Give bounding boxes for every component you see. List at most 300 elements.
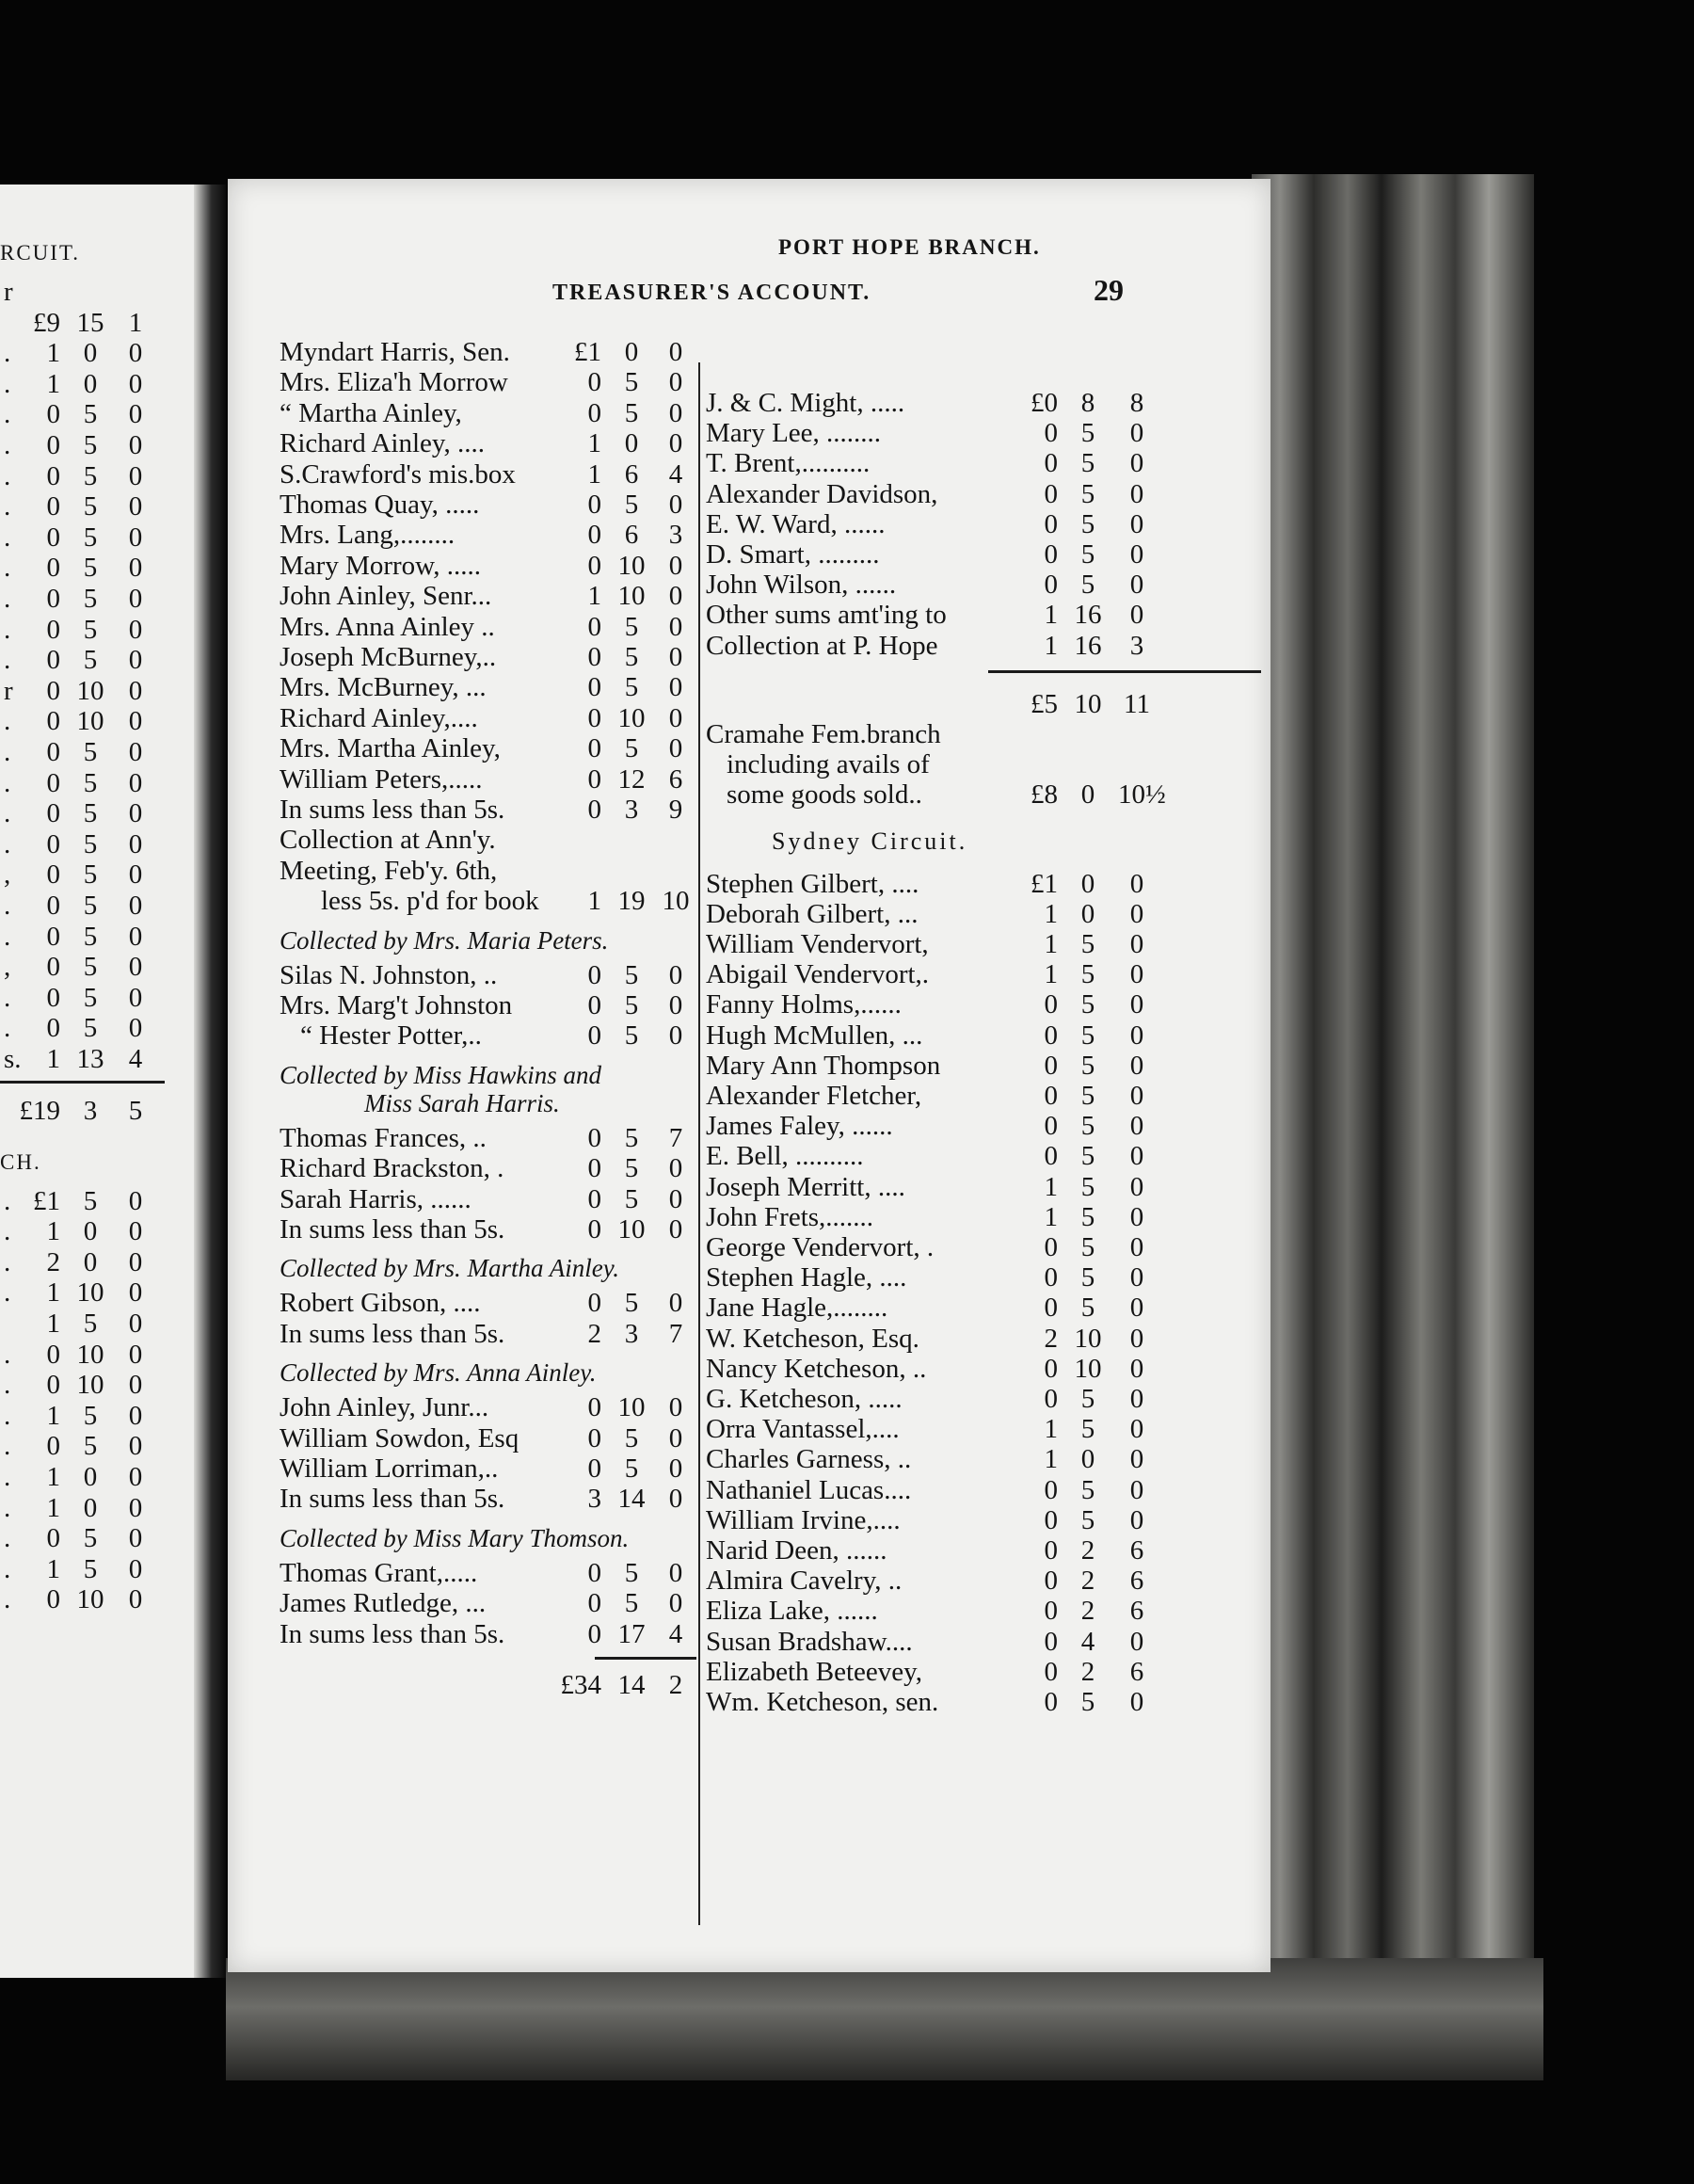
- amount-pounds: 0: [587, 490, 601, 520]
- entry-name: Sarah Harris, ......: [280, 1183, 471, 1214]
- entry-name: Deborah Gilbert, ...: [706, 898, 919, 929]
- collector-heading: Collected by Mrs. Martha Ainley.: [280, 1254, 619, 1283]
- amount-shillings: 5: [1080, 1141, 1095, 1172]
- ledger-row: [280, 1123, 694, 1154]
- entry-name: Joseph Merritt, ....: [706, 1171, 905, 1202]
- ledger-row: [280, 1020, 694, 1052]
- amount-pounds: 0: [587, 642, 601, 672]
- ledger-row: [706, 989, 1263, 1020]
- amount-pounds: 0: [587, 1618, 601, 1649]
- amount-shillings: 0: [1080, 779, 1095, 811]
- amount-pounds: 0: [46, 1339, 60, 1370]
- amount-shillings: 14: [617, 1670, 646, 1700]
- amount-pence: 0: [128, 1462, 143, 1492]
- ledger-row: [706, 1081, 1263, 1112]
- fragment-leader: ,: [4, 952, 11, 983]
- amount-shillings: 5: [83, 982, 98, 1013]
- amount-shillings: 5: [1080, 508, 1095, 539]
- ledger-row: [280, 1558, 694, 1589]
- amount-shillings: 5: [1080, 1414, 1095, 1445]
- entry-name: Elizabeth Beteevey,: [706, 1656, 923, 1687]
- ledger-row: [280, 398, 694, 429]
- amount-pence: 0: [128, 522, 143, 553]
- amount-shillings: 5: [83, 1400, 98, 1431]
- entry-name: Mary Morrow, .....: [280, 550, 481, 581]
- entry-name: Stephen Gilbert, ....: [706, 868, 919, 899]
- amount-pence: 0: [1129, 1293, 1144, 1324]
- amount-shillings: 5: [624, 1122, 639, 1153]
- ledger-row: [280, 703, 694, 734]
- ledger-row: [706, 509, 1263, 540]
- amount-pounds: £1: [1031, 868, 1058, 899]
- amount-pence: 0: [1129, 1626, 1144, 1657]
- amount-pounds: 0: [1044, 1535, 1058, 1566]
- ledger-row: [706, 1596, 1263, 1627]
- amount-pounds: 1: [46, 338, 60, 369]
- amount-pence: 6: [668, 763, 683, 795]
- amount-pence: 0: [128, 399, 143, 430]
- fragment-leader: .: [4, 1400, 11, 1431]
- amount-pounds: 0: [1044, 539, 1058, 570]
- amount-shillings: 5: [624, 1453, 639, 1484]
- amount-pounds: £34: [560, 1670, 601, 1700]
- amount-shillings: 4: [1080, 1626, 1095, 1657]
- amount-pounds: 1: [587, 886, 601, 917]
- amount-pence: 0: [1129, 959, 1144, 990]
- book-gutter: [194, 185, 226, 1978]
- ledger-row: [280, 1392, 694, 1423]
- amount-pounds: 0: [46, 460, 60, 491]
- ledger-row: [706, 1687, 1263, 1718]
- ledger-row: [706, 869, 1263, 900]
- ledger-row: [280, 1319, 694, 1350]
- amount-pounds: £19: [19, 1095, 60, 1126]
- fragment-row: [0, 983, 200, 1013]
- fragment-leader: .: [4, 891, 11, 921]
- collector-heading: Collected by Miss Hawkins and: [280, 1060, 601, 1089]
- entry-name: Mrs. Eliza'h Morrow: [280, 367, 508, 398]
- amount-shillings: 5: [1080, 959, 1095, 990]
- fragment-leader: .: [4, 491, 11, 522]
- amount-shillings: 19: [617, 886, 646, 917]
- amount-pounds: 0: [1044, 1262, 1058, 1293]
- amount-pounds: 1: [1044, 929, 1058, 959]
- entry-name: Nancy Ketcheson, ..: [706, 1353, 927, 1384]
- amount-pounds: 0: [1044, 989, 1058, 1020]
- amount-shillings: 3: [624, 1318, 639, 1349]
- ledger-row: [280, 672, 694, 703]
- amount-pence: 0: [1129, 1081, 1144, 1111]
- amount-shillings: 5: [1080, 539, 1095, 570]
- amount-pounds: 0: [587, 1020, 601, 1052]
- entry-name: Other sums amt'ing to: [706, 600, 947, 631]
- amount-shillings: 0: [1080, 1444, 1095, 1475]
- ledger-row: [280, 551, 694, 582]
- amount-pounds: 1: [46, 1044, 60, 1074]
- fragment-leader: .: [4, 982, 11, 1013]
- amount-pounds: 1: [1044, 1444, 1058, 1475]
- amount-pounds: 0: [46, 430, 60, 460]
- amount-shillings: 5: [83, 399, 98, 430]
- amount-shillings: 5: [1080, 1171, 1095, 1202]
- amount-pence: 2: [668, 1670, 683, 1700]
- amount-pence: 0: [1129, 600, 1144, 631]
- entry-name: Collection at P. Hope: [706, 630, 938, 661]
- amount-shillings: 0: [83, 368, 98, 399]
- amount-pounds: 0: [46, 891, 60, 921]
- amount-pence: 0: [128, 1185, 143, 1216]
- amount-pounds: 0: [1044, 1504, 1058, 1535]
- fragment-leader: .: [4, 338, 11, 369]
- fragment-leader: .: [4, 1492, 11, 1523]
- amount-pounds: 0: [587, 1557, 601, 1588]
- amount-pounds: 0: [587, 520, 601, 551]
- amount-shillings: 5: [624, 1422, 639, 1453]
- amount-pence: 0: [128, 1339, 143, 1370]
- ledger-row: [280, 1423, 694, 1454]
- ledger-row: [706, 1202, 1263, 1233]
- amount-pence: 0: [1129, 539, 1144, 570]
- amount-pounds: 0: [1044, 478, 1058, 509]
- amount-pounds: 1: [1044, 1171, 1058, 1202]
- amount-pounds: 1: [1044, 959, 1058, 990]
- amount-shillings: 5: [1080, 1474, 1095, 1505]
- amount-pounds: 0: [587, 1122, 601, 1153]
- amount-shillings: 5: [1080, 1201, 1095, 1232]
- ledger-row: [706, 1232, 1263, 1263]
- amount-pence: 6: [1129, 1566, 1144, 1597]
- amount-shillings: 10: [617, 581, 646, 612]
- amount-pounds: 0: [587, 611, 601, 642]
- amount-shillings: 3: [83, 1095, 98, 1126]
- amount-shillings: 5: [624, 990, 639, 1020]
- entry-name: In sums less than 5s.: [280, 795, 505, 825]
- book-lower-edge: [226, 1958, 1543, 2080]
- collection-row: [280, 886, 694, 917]
- amount-shillings: 10: [76, 1339, 104, 1370]
- entry-name: In sums less than 5s.: [280, 1318, 505, 1349]
- amount-shillings: 0: [83, 1462, 98, 1492]
- amount-pounds: 0: [587, 550, 601, 581]
- amount-pounds: 0: [587, 733, 601, 764]
- fragment-leader: .: [4, 1013, 11, 1044]
- fragment-leader: .: [4, 767, 11, 798]
- amount-shillings: 5: [83, 460, 98, 491]
- amount-pounds: 0: [1044, 1687, 1058, 1717]
- amount-shillings: 8: [1080, 388, 1095, 418]
- fragment-row: [0, 1401, 200, 1431]
- entry-name: William Sowdon, Esq: [280, 1422, 519, 1453]
- amount-pounds: 0: [1044, 1141, 1058, 1172]
- amount-pence: 0: [1129, 1050, 1144, 1081]
- fragment-leader: .: [4, 368, 11, 399]
- amount-shillings: 5: [83, 1013, 98, 1044]
- amount-shillings: 10: [1074, 1323, 1102, 1354]
- entry-name: Almira Cavelry, ..: [706, 1566, 903, 1597]
- amount-pounds: 1: [46, 1400, 60, 1431]
- fragment-leader: .: [4, 399, 11, 430]
- cramahe-line: including avails of: [727, 749, 930, 780]
- fragment-row: [0, 1523, 200, 1553]
- entry-name: Mary Lee, ........: [706, 418, 882, 449]
- amount-pounds: 1: [1044, 1201, 1058, 1232]
- entry-name: Alexander Fletcher,: [706, 1081, 922, 1111]
- amount-pounds: £8: [1031, 779, 1058, 811]
- entry-name: In sums less than 5s.: [280, 1214, 505, 1245]
- amount-pence: 0: [128, 1277, 143, 1309]
- fragment-leader: .: [4, 614, 11, 645]
- fragment-leader: .: [4, 1523, 11, 1554]
- amount-pounds: 1: [46, 1277, 60, 1309]
- amount-pence: 0: [128, 952, 143, 983]
- amount-pence: 0: [1129, 1262, 1144, 1293]
- fragment-row: [0, 1309, 200, 1339]
- fragment-row: [0, 277, 200, 307]
- entry-name: Alexander Davidson,: [706, 478, 938, 509]
- amount-pence: 11: [1124, 688, 1150, 719]
- ledger-row: [280, 1214, 694, 1245]
- entry-name: William Vendervort,: [706, 929, 929, 959]
- ledger-row: [706, 600, 1263, 631]
- amount-pence: 0: [668, 428, 683, 459]
- amount-shillings: 0: [83, 1492, 98, 1523]
- amount-shillings: 5: [624, 1183, 639, 1214]
- fragment-row: [0, 768, 200, 798]
- amount-pounds: 1: [1044, 1414, 1058, 1445]
- amount-pounds: 0: [1044, 1626, 1058, 1657]
- ledger-row: [706, 1566, 1263, 1597]
- amount-shillings: 5: [83, 430, 98, 460]
- amount-pence: 0: [128, 368, 143, 399]
- ledger-row: [280, 612, 694, 643]
- amount-pence: 0: [1129, 1171, 1144, 1202]
- ledger-row: [280, 764, 694, 795]
- entry-name: Richard Ainley,....: [280, 702, 478, 733]
- amount-pounds: 0: [587, 1153, 601, 1184]
- amount-pounds: 0: [46, 553, 60, 584]
- amount-pounds: 0: [587, 397, 601, 428]
- fragment-row: [0, 1462, 200, 1492]
- amount-pounds: 0: [1044, 1050, 1058, 1081]
- amount-shillings: 5: [624, 959, 639, 990]
- amount-pounds: 0: [46, 952, 60, 983]
- amount-shillings: 0: [624, 337, 639, 367]
- amount-shillings: 5: [624, 1588, 639, 1619]
- amount-shillings: 5: [83, 828, 98, 859]
- amount-pence: 3: [668, 520, 683, 551]
- amount-pounds: 1: [1044, 600, 1058, 631]
- amount-pence: 0: [1129, 868, 1144, 899]
- amount-pence: 0: [128, 891, 143, 921]
- fragment-leader: .: [4, 522, 11, 553]
- amount-pence: 0: [128, 1492, 143, 1523]
- amount-shillings: 0: [1080, 868, 1095, 899]
- page-number: 29: [1094, 273, 1124, 307]
- entry-name: W. Ketcheson, Esq.: [706, 1323, 919, 1354]
- amount-pence: 0: [128, 430, 143, 460]
- amount-pence: 0: [668, 1588, 683, 1619]
- amount-pounds: 0: [1044, 1081, 1058, 1111]
- ledger-row: [280, 990, 694, 1021]
- amount-shillings: 5: [83, 952, 98, 983]
- amount-shillings: 5: [83, 859, 98, 891]
- fragment-row: [0, 1247, 200, 1277]
- amount-pence: 0: [668, 611, 683, 642]
- amount-pence: 0: [128, 706, 143, 737]
- amount-shillings: 5: [624, 672, 639, 703]
- amount-shillings: 10: [617, 1214, 646, 1245]
- amount-pence: 0: [128, 982, 143, 1013]
- amount-pence: 0: [1129, 989, 1144, 1020]
- fragment-row: [0, 952, 200, 982]
- amount-shillings: 5: [83, 1553, 98, 1584]
- fragment-row: [0, 829, 200, 859]
- amount-shillings: 5: [1080, 1293, 1095, 1324]
- entry-name: E. W. Ward, ......: [706, 508, 886, 539]
- amount-shillings: 5: [1080, 1262, 1095, 1293]
- amount-shillings: 5: [1080, 570, 1095, 601]
- amount-shillings: 14: [617, 1484, 646, 1515]
- amount-pounds: 0: [1044, 570, 1058, 601]
- amount-pounds: 0: [587, 1214, 601, 1245]
- amount-pence: 0: [1129, 418, 1144, 449]
- ledger-row: [280, 642, 694, 673]
- amount-pence: 0: [668, 959, 683, 990]
- ledger-row: [706, 1414, 1263, 1445]
- entry-name: Mary Ann Thompson: [706, 1050, 941, 1081]
- amount-pounds: 3: [587, 1484, 601, 1515]
- amount-pence: 0: [1129, 448, 1144, 479]
- amount-pence: 4: [668, 458, 683, 490]
- total-rule: [988, 670, 1261, 673]
- fragment-row: [0, 1554, 200, 1584]
- amount-shillings: 0: [624, 428, 639, 459]
- amount-shillings: 5: [83, 614, 98, 645]
- amount-pence: 0: [1129, 1232, 1144, 1262]
- amount-pence: 7: [668, 1318, 683, 1349]
- amount-shillings: 10: [76, 1584, 104, 1615]
- ledger-row: [280, 1184, 694, 1215]
- ledger-row: [706, 1324, 1263, 1355]
- fragment-leader: .: [4, 460, 11, 491]
- column-divider: [698, 362, 700, 1925]
- amount-shillings: 5: [624, 733, 639, 764]
- entry-name: Jane Hagle,........: [706, 1293, 888, 1324]
- amount-pounds: 0: [587, 1392, 601, 1423]
- ledger-row: [706, 448, 1263, 479]
- entry-name: T. Brent,..........: [706, 448, 871, 479]
- amount-pounds: 1: [587, 458, 601, 490]
- amount-pence: 0: [128, 1216, 143, 1247]
- ledger-row: [280, 1453, 694, 1485]
- amount-pence: 0: [668, 642, 683, 672]
- section-heading: PORT HOPE BRANCH.: [778, 235, 1041, 259]
- amount-pounds: 0: [587, 367, 601, 398]
- amount-pounds: 0: [1044, 1353, 1058, 1384]
- amount-shillings: 5: [1080, 418, 1095, 449]
- amount-shillings: 16: [1074, 600, 1102, 631]
- entry-name: J. & C. Might, .....: [706, 388, 905, 418]
- entry-name: James Faley, ......: [706, 1111, 893, 1142]
- amount-pence: 0: [1129, 1141, 1144, 1172]
- entry-name: William Irvine,....: [706, 1504, 901, 1535]
- entry-name: Thomas Frances, ..: [280, 1122, 487, 1153]
- amount-shillings: 6: [624, 458, 639, 490]
- amount-shillings: 5: [83, 737, 98, 767]
- amount-pounds: 0: [587, 959, 601, 990]
- amount-shillings: 5: [83, 522, 98, 553]
- amount-pounds: 0: [46, 614, 60, 645]
- ledger-row: [280, 581, 694, 612]
- amount-shillings: 5: [83, 921, 98, 952]
- amount-pence: 0: [1129, 1111, 1144, 1142]
- ledger-row: [280, 960, 694, 991]
- amount-pence: 0: [668, 337, 683, 367]
- amount-shillings: 5: [1080, 478, 1095, 509]
- ledger-row: [706, 1657, 1263, 1688]
- fragment-leader: .: [4, 798, 11, 829]
- amount-shillings: 5: [83, 1431, 98, 1462]
- fragment-row: [0, 1584, 200, 1614]
- entry-name: William Lorriman,..: [280, 1453, 499, 1484]
- entry-name: “ Martha Ainley,: [280, 397, 462, 428]
- branch-total-row: [706, 689, 1263, 720]
- fragment-leader: .: [4, 1339, 11, 1370]
- amount-pence: 0: [668, 1392, 683, 1423]
- amount-pounds: 0: [46, 982, 60, 1013]
- fragment-row: [0, 645, 200, 675]
- amount-shillings: 0: [83, 1216, 98, 1247]
- amount-shillings: 12: [617, 763, 646, 795]
- amount-pence: 0: [668, 550, 683, 581]
- amount-pence: 0: [128, 798, 143, 829]
- entry-name: Richard Ainley, ....: [280, 428, 485, 459]
- collector-heading: Collected by Miss Mary Thomson.: [280, 1523, 630, 1552]
- fragment-row: [0, 430, 200, 460]
- amount-shillings: 5: [624, 1020, 639, 1052]
- amount-shillings: 3: [624, 795, 639, 825]
- amount-shillings: 5: [1080, 448, 1095, 479]
- amount-pence: 4: [128, 1044, 143, 1074]
- ledger-row: [280, 367, 694, 398]
- fragment-leader: .: [4, 1216, 11, 1247]
- collector-heading: Collected by Mrs. Maria Peters.: [280, 925, 609, 955]
- amount-pence: 9: [668, 795, 683, 825]
- fragment-leader: .: [4, 1370, 11, 1401]
- fragment-leader: .: [4, 584, 11, 614]
- entry-name: Abigail Vendervort,.: [706, 959, 930, 990]
- amount-pence: 0: [128, 553, 143, 584]
- entry-name: Susan Bradshaw....: [706, 1626, 913, 1657]
- entry-name: G. Ketcheson, .....: [706, 1384, 903, 1414]
- amount-pounds: £1: [33, 1185, 60, 1216]
- amount-pounds: £5: [1031, 688, 1058, 719]
- amount-pence: 5: [128, 1095, 143, 1126]
- section-heading: Sydney Circuit.: [772, 827, 968, 855]
- amount-pounds: 0: [46, 399, 60, 430]
- entry-name: John Frets,.......: [706, 1201, 874, 1232]
- amount-shillings: 15: [76, 307, 104, 338]
- amount-shillings: 5: [624, 1153, 639, 1184]
- amount-shillings: 5: [624, 397, 639, 428]
- entry-name: Mrs. Lang,........: [280, 520, 455, 551]
- amount-shillings: 2: [1080, 1566, 1095, 1597]
- fragment-leader: r: [4, 277, 13, 307]
- amount-shillings: 5: [83, 767, 98, 798]
- amount-pounds: 0: [46, 798, 60, 829]
- fragment-row: [0, 399, 200, 429]
- amount-pounds: 0: [1044, 1293, 1058, 1324]
